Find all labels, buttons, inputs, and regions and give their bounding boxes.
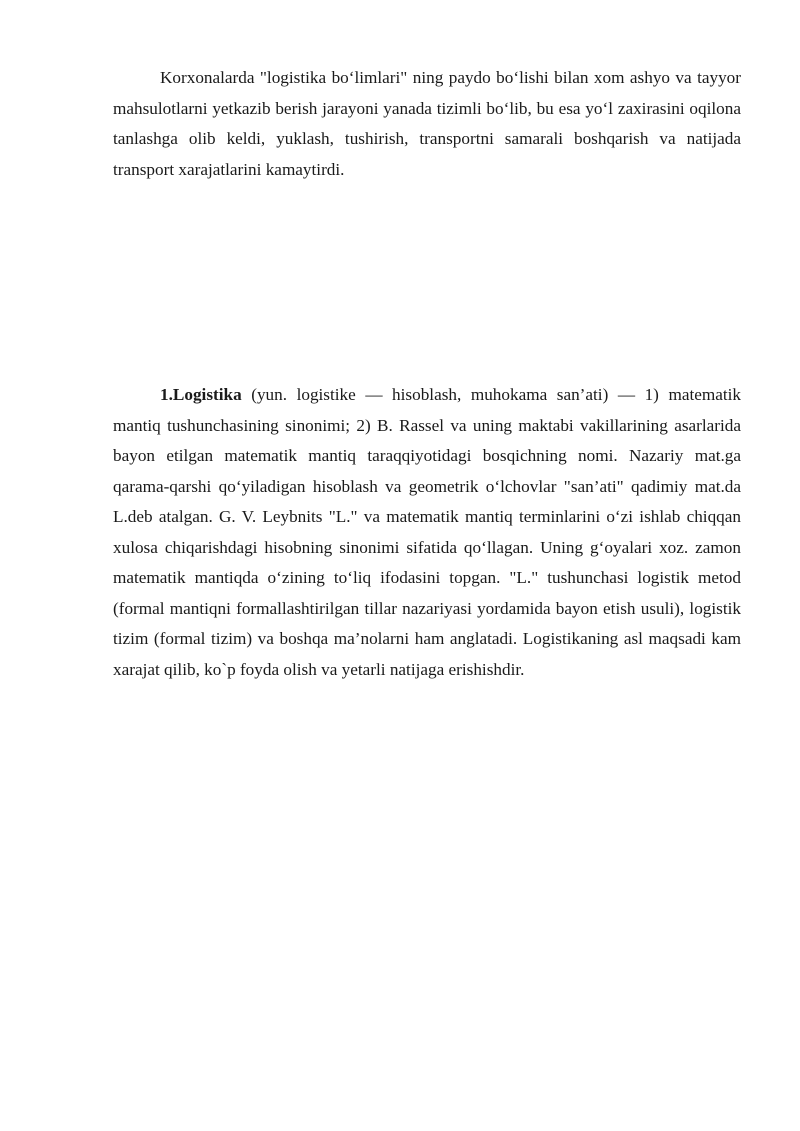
definition-term: 1.Logistika bbox=[160, 385, 242, 404]
intro-paragraph: Korxonalarda "logistika bo‘limlari" ning paydo bo‘lishi bilan xom ashyo va tayyor mahsulotlarni yetkazib berish jarayoni yanada tizimli bo‘lib, bu esa yo‘l zaxirasini oqilona tanlashga olib keldi, yuklash, tushirish, transportni samarali boshqarish va natijada transport xarajatlarini kamaytirdi. bbox=[113, 68, 741, 179]
definition-paragraph bbox=[113, 380, 741, 685]
definition-body: (yun. logistike — hisoblash, muhokama san’ati) — 1) matematik mantiq tushunchasining sinonimi; 2) B. Rassel va uning maktabi vakillarining asarlarida bayon etilgan matematik mantiq taraqqiyotidagi bosqichning nomi. Nazariy mat.ga qarama-qarshi qo‘yiladigan hisoblash va geometrik o‘lchovlar "san’ati" qadimiy mat.da L.deb atalgan. G. V. Leybnits "L." va matematik mantiq terminlarini o‘zi ishlab chiqqan xulosa chiqarishdagi hisobning sinonimi sifatida qo‘llagan. Uning g‘oyalari xoz. zamon matematik mantiqda o‘zining to‘liq ifodasini topgan. "L." tushunchasi logistik metod (formal mantiqni formallashtirilgan tillar nazariyasi yordamida bayon etish usuli), logistik tizim (formal tizim) va boshqa ma’nolarni ham anglatadi. Logistikaning asl maqsadi kam xarajat qilib, ko`p foyda olish va yetarli natijaga erishishdir. bbox=[113, 385, 741, 679]
